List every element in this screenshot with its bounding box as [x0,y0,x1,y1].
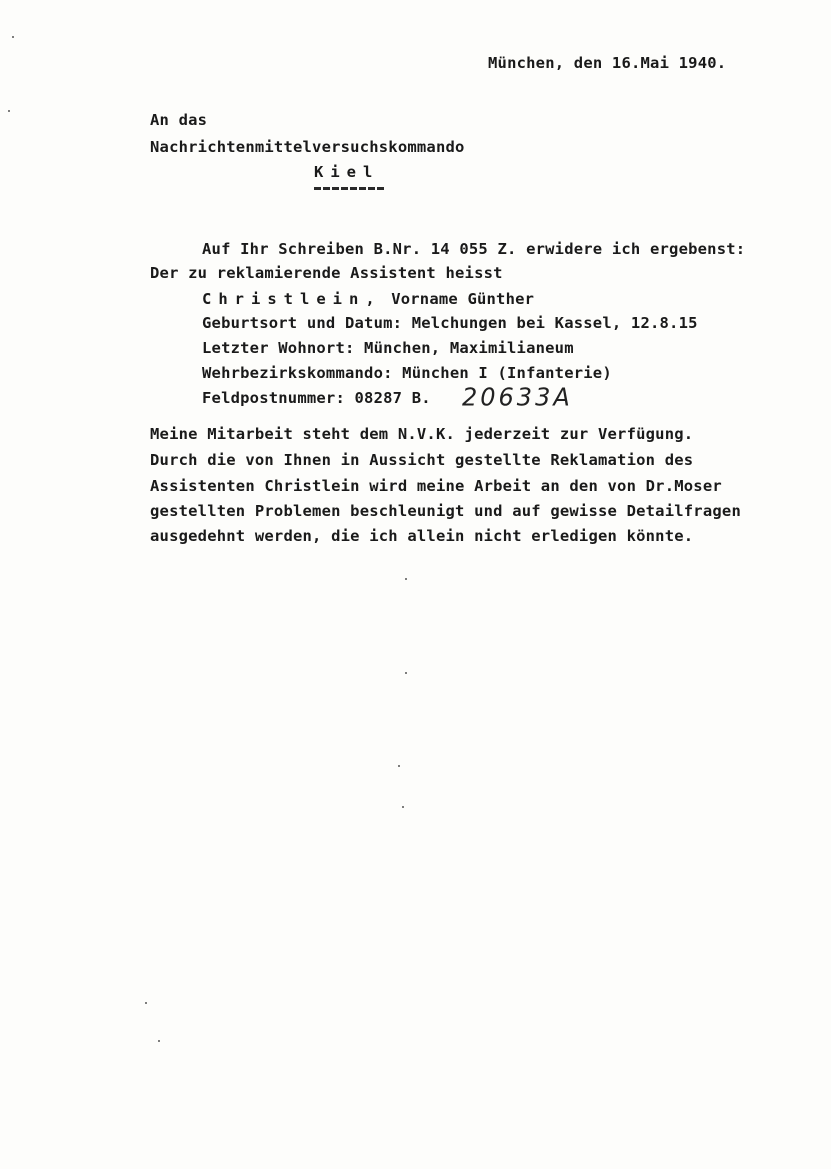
city-underline [314,187,386,190]
assistant-name-line [202,292,534,308]
recipient-city: Kiel [314,163,380,181]
assistant-surname: Christlein, [202,290,382,308]
recipient-line-1: An das [150,111,208,129]
fieldpost-line: Feldpostnummer: 08287 B. [202,389,431,407]
recipient-line-2: Nachrichtenmittelversuchskommando [150,138,465,156]
district-line: Wehrbezirkskommando: München I (Infanterie) [202,364,612,382]
scan-speck [405,578,407,580]
fieldpost-handwritten-annotation: 20633A [462,382,573,412]
para2-line-1: Meine Mitarbeit steht dem N.V.K. jederzeit zur Verfügung. [150,425,694,443]
para2-line-3: Assistenten Christlein wird meine Arbeit an den von Dr.Moser [150,477,722,495]
scan-speck [158,1040,160,1042]
scan-speck [12,36,14,38]
scan-speck [398,765,400,767]
scan-speck [402,806,404,808]
para2-line-5: ausgedehnt werden, die ich allein nicht erledigen könnte. [150,527,694,545]
body-intro: Auf Ihr Schreiben B.Nr. 14 055 Z. erwidere ich ergebenst: [202,240,746,258]
para2-line-2: Durch die von Ihnen in Aussicht gestellte Reklamation des [150,451,694,469]
scan-speck [405,672,407,674]
birth-line: Geburtsort und Datum: Melchungen bei Kassel, 12.8.15 [202,314,698,332]
residence-line: Letzter Wohnort: München, Maximilianeum [202,339,574,357]
scan-speck [145,1002,147,1004]
body-intro-2: Der zu reklamierende Assistent heisst [150,264,503,282]
assistant-firstname: Vorname Günther [381,290,535,308]
place-date: München, den 16.Mai 1940. [488,54,727,72]
para2-line-4: gestellten Problemen beschleunigt und auf gewisse Detailfragen [150,502,741,520]
scan-speck [8,110,10,112]
